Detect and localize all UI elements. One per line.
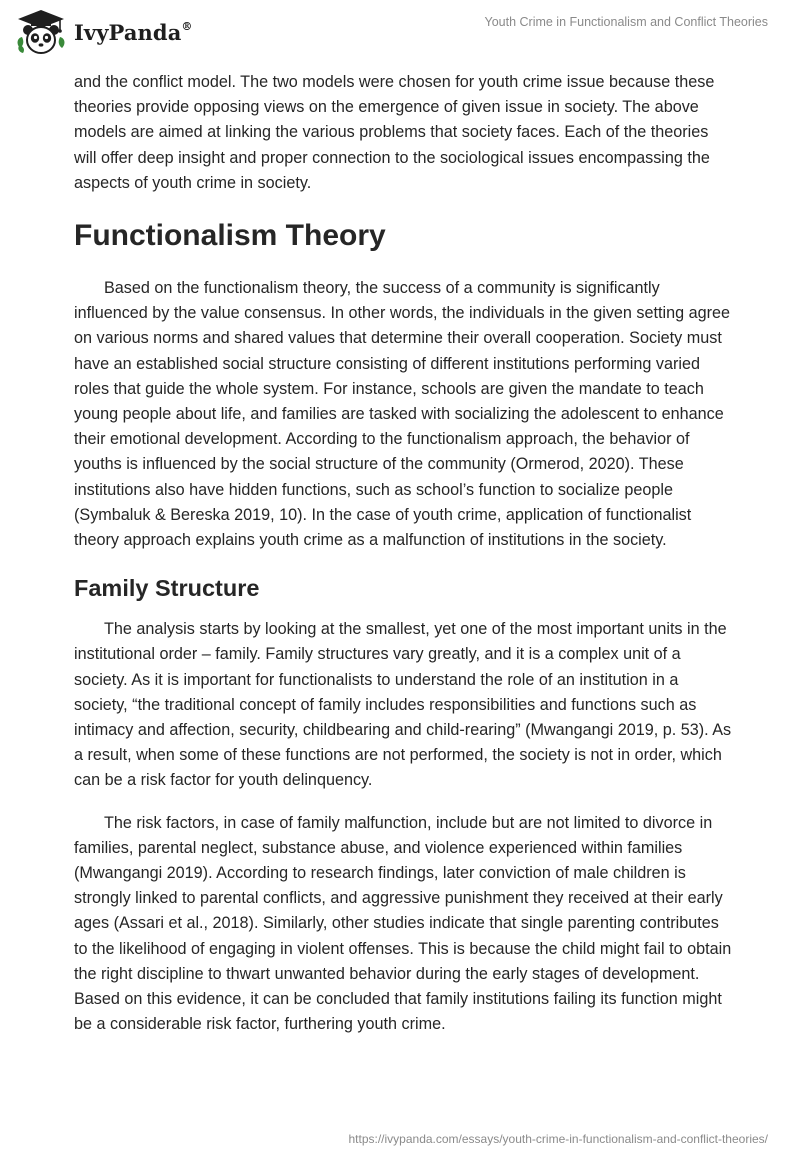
paragraph-spacer bbox=[74, 794, 734, 811]
essay-content bbox=[74, 70, 734, 1038]
functionalism-paragraph: Based on the functionalism theory, the success of a community is significantly influenced by the value consensus. In other words, the individuals in the given setting agree on various norms and shared values that determine their overall cooperation. Society must have an established social structure consisting of different institutions performing varied roles that guide the whole system. For instance, schools are given the mandate to teach young people about life, and families are tasked with socializing the adolescent to enhance their emotional development. According to the functionalism approach, the behavior of youths is influenced by the social structure of the community (Ormerod, 2020). These institutions also have hidden functions, such as school’s function to socialize people (Symbaluk & Bereska 2019, 10). In the case of youth crime, application of functionalist theory approach explains youth crime as a malfunction of institutions in the society. bbox=[74, 279, 731, 550]
source-url[interactable]: https://ivypanda.com/essays/youth-crime-in-functionalism-and-conflict-theories/ bbox=[348, 1132, 768, 1146]
document-title: Youth Crime in Functionalism and Conflict Theories bbox=[484, 15, 768, 29]
brand-name: IvyPanda® bbox=[74, 19, 193, 45]
section-heading-family-structure: Family Structure bbox=[74, 575, 260, 602]
page-header bbox=[0, 0, 800, 66]
family-structure-paragraph-1: The analysis starts by looking at the smallest, yet one of the most important units in the institutional order – family. Family structures vary greatly, and it is a complex unit of a society. As it is important for functionalists to understand the role of an institution in a society, “the traditional concept of family includes responsibilities and functions such as intimacy and affection, security, childbearing and child-rearing” (Mwangangi 2019, p. 53). As a result, when some of these functions are not performed, the society is not in order, which can be a risk factor for youth delinquency. bbox=[74, 620, 732, 790]
panda-graduate-icon bbox=[14, 8, 68, 56]
family-structure-paragraph-2: The risk factors, in case of family malfunction, include but are not limited to divorce in families, parental neglect, substance abuse, and violence experienced within families (Mwangangi 2019). According to research findings, later conviction of male children is strongly linked to parental conflicts, and aggressive punishment they received at their early ages (Assari et al., 2018). Similarly, other studies indicate that single parenting contributes to the likelihood of engaging in violent offenses. This is because the child might fail to obtain the right discipline to thwart unwanted behavior during the early stages of development. Based on this evidence, it can be concluded that family institutions failing its function might be a considerable risk factor, furthering youth crime. bbox=[74, 813, 732, 1034]
section-heading-functionalism: Functionalism Theory bbox=[74, 219, 386, 253]
intro-paragraph: and the conflict model. The two models were chosen for youth crime issue because these theories provide opposing views on the emergence of given issue in society. The above models are aimed at linking the various problems that society faces. Each of the theories will offer deep insight and proper connection to the sociological issues encompassing the aspects of youth crime in society. bbox=[74, 73, 715, 192]
ivypanda-logo[interactable] bbox=[14, 8, 193, 56]
